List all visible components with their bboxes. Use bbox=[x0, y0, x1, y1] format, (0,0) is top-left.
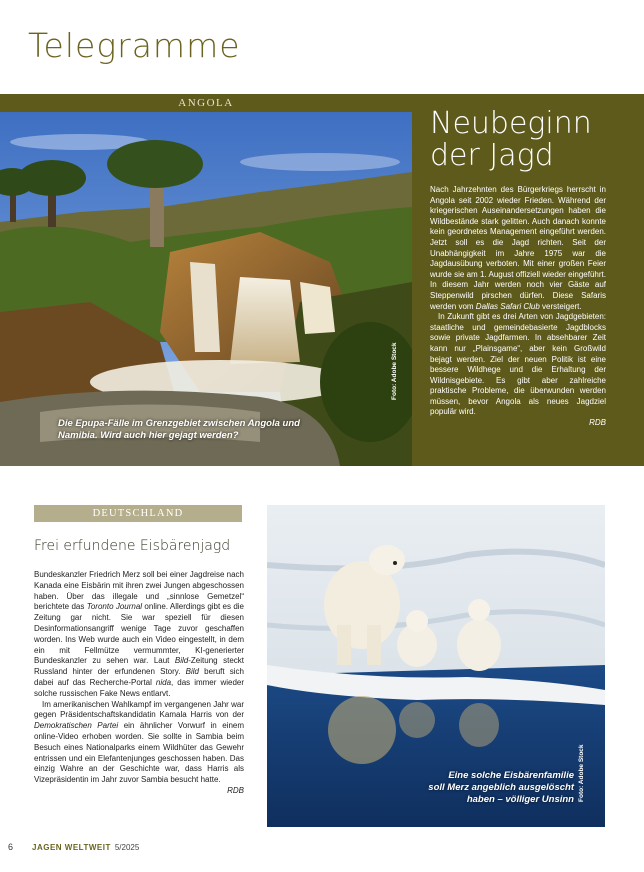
author-signature: RDB bbox=[227, 785, 244, 795]
party-name: Demokratischen Partei bbox=[34, 721, 119, 731]
angola-paragraph: In Zukunft gibt es drei Arten von Jagdgebieten: staatliche und gemeindebasierte Jagdblocks sowie private Jagdfarmen. In absehbarer Zeit kann nur „Plainsgame“, aber kein Großwild bejagt werden. Ziel der neuen Politik ist eine bessere Wildhege und die Erhaltung der Wildnisgebiete. Es gibt aber zahlreiche praktische Probleme, die überwunden werden müssen, bevor Angola als neues Jagdziel populär wird. bbox=[430, 312, 606, 417]
photo-credit: Foto: Adobe Stock bbox=[578, 744, 585, 802]
deutschland-article-body bbox=[34, 570, 244, 797]
text-run: , das immer wieder solche russischen Fake News entlarvt. bbox=[34, 677, 245, 698]
text-run: beruft sich dabei auf das Recherche-Portal bbox=[34, 667, 244, 687]
waterfall-photo bbox=[0, 112, 412, 466]
magazine-name: JAGEN WELTWEIT bbox=[32, 843, 111, 852]
section-title: Telegramme bbox=[28, 26, 241, 65]
caption-line: soll Merz angeblich ausgelöscht bbox=[428, 782, 574, 793]
text-run: Im amerikanischen Wahlkampf im vergangenen Jahr war gegen Präsidentschaftskandidatin Kamala Harris von der bbox=[34, 699, 244, 720]
polar-bear-caption bbox=[424, 770, 574, 806]
text-run: Bundeskanzler Friedrich Merz soll bei einer Jagdreise nach Kanada eine Eisbärin mit ihren zwei Jungen abgeschossen haben. Über das illegale und „sinnlose Gemetzel“ berichtete das bbox=[34, 570, 244, 612]
page-footer bbox=[8, 842, 139, 852]
waterfall-caption: Die Epupa-Fälle im Grenzgebiet zwischen Angola und Namibia. Wird auch hier gejagt werden? bbox=[58, 418, 300, 441]
portal-name: nida bbox=[155, 677, 172, 687]
newspaper-name: Bild bbox=[174, 656, 189, 666]
text-run: Nach Jahrzehnten des Bürgerkriegs herrscht in Angola seit 2002 wieder Frieden. Während der kriegerischen Auseinandersetzungen haben die Wildbestände stark gelitten. Auch danach konnte kein geordnetes Management eingeführt werden. Jetzt soll es die Jagd richten. Seit der Unabhängigkeit im Jahre 1975 war die Jagdausübung verboten. Mit einer großen Feier wurde sie am 1. August offiziell wieder eingeführt. In diesem Jahr werden noch vier Gäste auf Steppenwild pirschen dürfen. Diese Safaris werden vom bbox=[430, 185, 606, 311]
page-number: 6 bbox=[8, 842, 14, 852]
text-run: versteigert. bbox=[539, 301, 582, 311]
caption-line: Eine solche Eisbärenfamilie bbox=[448, 770, 574, 781]
deutschland-paragraph bbox=[34, 700, 244, 786]
photo-credit: Foto: Adobe Stock bbox=[391, 342, 398, 400]
angola-paragraph bbox=[430, 185, 606, 312]
newspaper-name: Toronto Journal bbox=[86, 602, 143, 612]
club-name: Dallas Safari Club bbox=[475, 301, 540, 311]
author-signature: RDB bbox=[589, 418, 606, 428]
angola-headline-line1: Neubeginn bbox=[430, 106, 592, 141]
issue-number: 5/2025 bbox=[114, 843, 140, 852]
text-run: -Zeitung steckt Russland hinter der erfundenen Story. bbox=[34, 656, 244, 677]
newspaper-name: Bild bbox=[185, 667, 199, 677]
angola-headline bbox=[430, 108, 630, 172]
caption-line: haben – völliger Unsinn bbox=[466, 794, 574, 805]
deutschland-tag: DEUTSCHLAND bbox=[34, 505, 242, 522]
text-run: ein ähnlicher Vorwurf in einem online-Video erhoben worden. Sie sollte in Sambia beim Besuch eines Nationalparks einem Wildhüter das Gewehr entrissen und ein Elefantenjunges geschossen haben. Das einzig Wahre an der Geschichte war, dass Harris als Vizepräsidentin im Jahr zuvor Sambia besucht hatte. bbox=[34, 721, 244, 785]
text-run: online. Allerdings gibt es die Zeitung gar nicht. Sie war speziell für diesen Desinformationsangriff wenige Tage zuvor geschaffen worden. Ins Web wurde auch ein Video eingestellt, in dem ein mit Fellmütze vermummter, KI-generierter Bundeskanzler zu sehen war. Laut bbox=[34, 602, 244, 666]
angola-article-body bbox=[430, 185, 606, 429]
deutschland-paragraph bbox=[34, 570, 244, 700]
angola-tag: ANGOLA bbox=[178, 97, 234, 109]
angola-headline-line2: der Jagd bbox=[430, 138, 554, 173]
deutschland-headline: Frei erfundene Eisbärenjagd bbox=[34, 538, 231, 554]
